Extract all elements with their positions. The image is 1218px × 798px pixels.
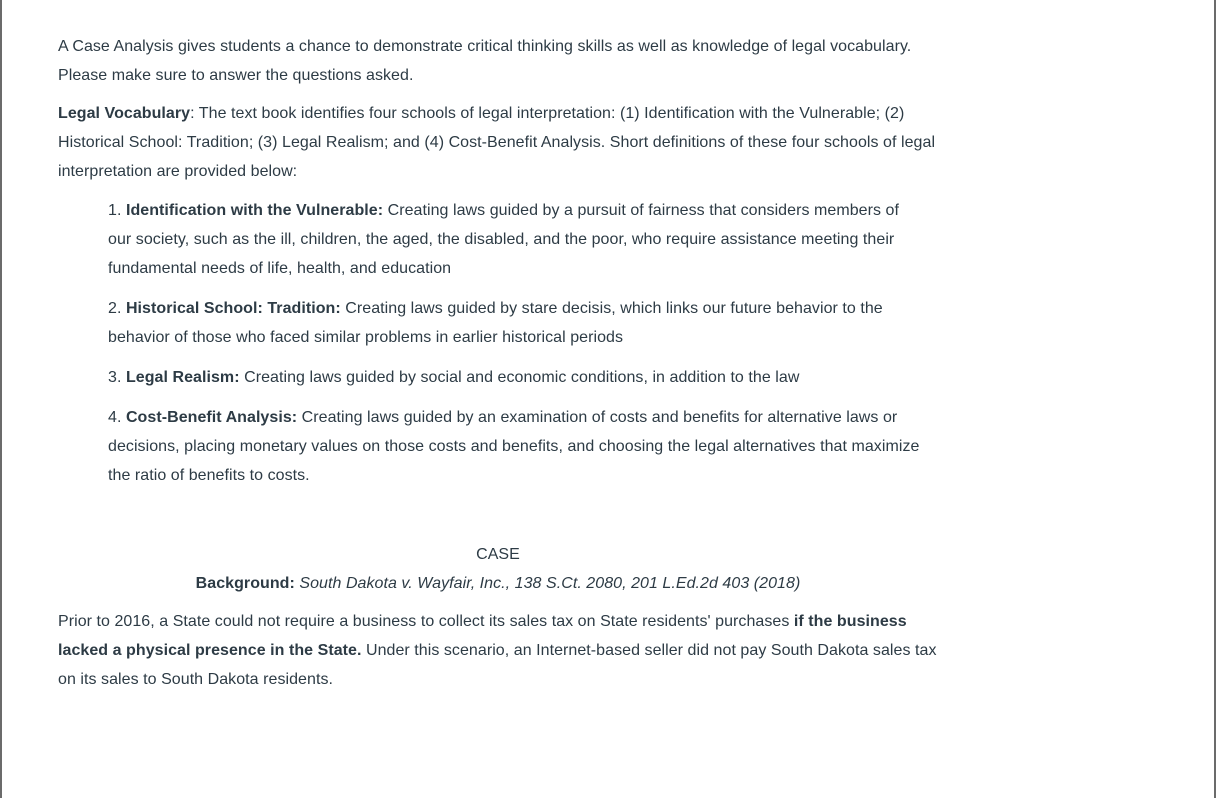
item-term: Legal Realism: <box>125 369 240 386</box>
intro-paragraph: A Case Analysis gives students a chance to demonstrate critical thinking skills as well as knowledge of legal vocabulary. Please make sure to answer the questions asked. <box>58 38 912 84</box>
case-heading: CASE <box>476 546 520 563</box>
definition-item <box>108 294 923 352</box>
definition-item <box>108 363 923 392</box>
item-definition: Creating laws guided by social and economic conditions, in addition to the law <box>239 369 800 386</box>
legal-vocabulary-label: Legal Vocabulary <box>58 105 191 122</box>
case-paragraph-emphasis: if the business lacked a physical presence in the State. <box>58 613 907 659</box>
item-definition: Creating laws guided by stare decisis, which links our future behavior to the behavior of those who faced similar problems in earlier historical periods <box>108 300 883 346</box>
case-paragraph-text: Prior to 2016, a State could not require a business to collect its sales tax on State residents' purchases <box>58 613 794 630</box>
item-number: 4. <box>108 409 126 426</box>
assignment-content <box>58 32 948 694</box>
item-term: Cost-Benefit Analysis: <box>125 409 298 426</box>
item-number: 1. <box>108 202 126 219</box>
item-definition: Creating laws guided by an examination of costs and benefits for alternative laws or decisions, placing monetary values on those costs and benefits, and choosing the legal alternatives that maximize the ratio of benefits to costs. <box>108 409 920 484</box>
item-number: 3. <box>108 369 126 386</box>
legal-vocabulary-paragraph <box>58 99 948 186</box>
case-paragraph <box>58 607 938 694</box>
definition-item <box>108 403 923 490</box>
legal-vocabulary-text: : The text book identifies four schools of legal interpretation: (1) Identification with the Vulnerable; (2) Historical School: Tradition; (3) Legal Realism; and (4) Cost-Benefit Analysis. Short definitions of these four schools of legal interpretation are provided below: <box>58 105 936 180</box>
item-number: 2. <box>108 300 126 317</box>
case-citation: South Dakota v. Wayfair, Inc., 138 S.Ct. 2080, 201 L.Ed.2d 403 (2018) <box>294 575 801 592</box>
item-definition: Creating laws guided by a pursuit of fairness that considers members of our society, such as the ill, children, the aged, the disabled, and the poor, who require assistance meeting their fundamental needs of life, health, and education <box>108 202 899 277</box>
case-background-label: Background: <box>195 575 295 592</box>
item-term: Historical School: Tradition: <box>125 300 341 317</box>
item-term: Identification with the Vulnerable: <box>125 202 384 219</box>
case-paragraph-text-end: Under this scenario, an Internet-based seller did not pay South Dakota sales tax on its sales to South Dakota residents. <box>58 642 937 688</box>
definition-item <box>108 196 923 283</box>
case-background <box>58 569 938 598</box>
